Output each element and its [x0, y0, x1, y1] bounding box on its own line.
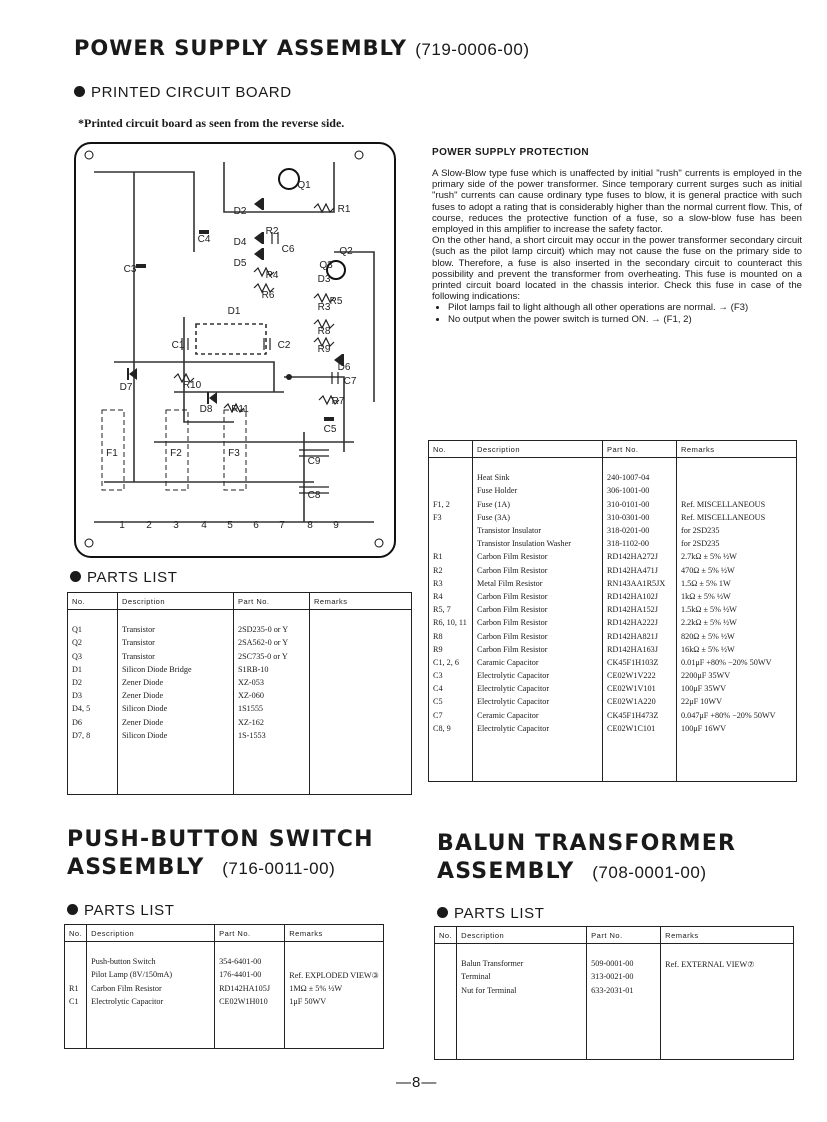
svg-text:R6: R6	[261, 290, 275, 301]
table-row: D2 Zener Diode XZ-053	[68, 676, 412, 689]
svg-text:R10: R10	[182, 380, 202, 391]
svg-text:C9: C9	[307, 456, 321, 467]
protection-item: • Pilot lamps fail to light although all other operations are normal. → (F3)	[448, 302, 802, 313]
col-header: Part No.	[234, 593, 310, 610]
psa-parts-table	[67, 592, 412, 795]
table-row: R6, 10, 11 Carbon Film Resistor RD142HA222J 2.2kΩ ± 5% ½W	[429, 616, 797, 629]
svg-text:R9: R9	[317, 344, 331, 355]
table-row: R5, 7 Carbon Film Resistor RD142HA152J 1.5kΩ ± 5% ½W	[429, 603, 797, 616]
svg-text:D8: D8	[199, 404, 213, 415]
table-row: C5 Electrolytic Capacitor CE02W1A220 22μF 10WV	[429, 695, 797, 708]
col-header: No.	[68, 593, 118, 610]
col-header: Remarks	[310, 593, 412, 610]
svg-text:F2: F2	[170, 448, 182, 459]
col-header: Part No.	[587, 927, 661, 944]
balun-parts-heading: PARTS LIST	[437, 905, 544, 922]
protection-paragraph: A Slow-Blow type fuse which is unaffected by initial "rush" currents is employed in the primary side of the power transformer. Since temporary current surges such as initial "rush" currents can cause ordinary type fuses to blow, it is general practice with such fuses to adopt a rating that is considerably higher than the normal current flow. This, of course, reduces the protective function of a fuse, so a slow-blow fuse has been employed in this amplifier to increase the safety factor.	[432, 168, 802, 236]
bullet-icon	[67, 904, 78, 915]
table-row: Balun Transformer 509-0001-00 Ref. EXTERNAL VIEW⑦	[435, 957, 794, 970]
svg-text:C2: C2	[277, 340, 291, 351]
table-row: Push-button Switch 354-6401-00	[65, 955, 384, 968]
balun-parts-table	[434, 926, 794, 1060]
table-row: D3 Zener Diode XZ-060	[68, 689, 412, 702]
table-row: F3 Fuse (3A) 310-0301-00 Ref. MISCELLANEOUS	[429, 511, 797, 524]
svg-text:4: 4	[201, 520, 207, 531]
col-header: Description	[457, 927, 587, 944]
svg-text:C3: C3	[123, 264, 137, 275]
table-row: Transistor Insulation Washer 318-1102-00 for 2SD235	[429, 537, 797, 550]
table-row: C8, 9 Electrolytic Capacitor CE02W1C101 100μF 16WV	[429, 722, 797, 735]
misc-parts-table	[428, 440, 797, 782]
table-row: R9 Carbon Film Resistor RD142HA163J 16kΩ ± 5% ½W	[429, 643, 797, 656]
table-row: R8 Carbon Film Resistor RD142HA821J 820Ω ± 5% ½W	[429, 629, 797, 642]
table-row: C3 Electrolytic Capacitor CE02W1V222 2200μF 35WV	[429, 669, 797, 682]
table-row: C7 Ceramic Capacitor CK45F1H473Z 0.047μF +80% −20% 50WV	[429, 709, 797, 722]
svg-text:2: 2	[146, 520, 152, 531]
svg-text:5: 5	[227, 520, 233, 531]
svg-text:R11: R11	[231, 404, 249, 415]
protection-body	[432, 168, 802, 325]
svg-text:C7: C7	[343, 376, 357, 387]
balun-title-line1: BALUN TRANSFORMER	[437, 831, 737, 856]
table-row: R2 Carbon Film Resistor RD142HA471J 470Ω ± 5% ½W	[429, 564, 797, 577]
table-row: D6 Zener Diode XZ-162	[68, 716, 412, 729]
table-row: D4, 5 Silicon Diode 1S1555	[68, 702, 412, 715]
svg-text:C4: C4	[197, 234, 211, 245]
col-header: Description	[87, 925, 215, 942]
svg-text:7: 7	[279, 520, 285, 531]
pcb-heading: PRINTED CIRCUIT BOARD	[74, 84, 292, 101]
table-row: Pilot Lamp (8V/150mA) 176-4401-00 Ref. EXPLODED VIEW③	[65, 968, 384, 981]
col-header: No.	[435, 927, 457, 944]
svg-text:C1: C1	[171, 340, 185, 351]
svg-text:Q3: Q3	[319, 260, 333, 271]
svg-text:F3: F3	[228, 448, 240, 459]
pushbutton-parts-heading: PARTS LIST	[67, 902, 174, 919]
svg-text:D4: D4	[233, 237, 247, 248]
svg-text:D3: D3	[317, 274, 331, 285]
table-row: C1, 2, 6 Caramic Capacitor CK45F1H103Z 0.01μF +80% −20% 50WV	[429, 656, 797, 669]
protection-paragraph: On the other hand, a short circuit may occur in the power transformer secondary circuit (such as the pilot lamp circuit) which may not cause the fuse on the primary side to blow. Therefore, a fuse is also inserted in the secondary circuit to counteract this possibility and prevent the transformer from overheating. This fuse is mounted on a printed circuit board located in the chassis interior. Check this fuse in case of the following indications:	[432, 235, 802, 303]
svg-text:D7: D7	[119, 382, 133, 393]
pcb-diagram	[74, 142, 396, 558]
col-header: Part No.	[215, 925, 285, 942]
svg-text:Q2: Q2	[339, 246, 353, 257]
svg-text:D1: D1	[227, 306, 241, 317]
col-header: Part No.	[603, 441, 677, 458]
svg-text:D2: D2	[233, 206, 247, 217]
svg-text:9: 9	[333, 520, 339, 531]
table-row: Terminal 313-0021-00	[435, 970, 794, 983]
svg-text:8: 8	[307, 520, 313, 531]
svg-text:R4: R4	[265, 270, 279, 281]
pushbutton-title-line1: PUSH-BUTTON SWITCH	[67, 827, 374, 852]
svg-text:C5: C5	[323, 424, 337, 435]
col-header: Description	[118, 593, 234, 610]
table-row: C1 Electrolytic Capacitor CE02W1H010 1μF 50WV	[65, 995, 384, 1008]
svg-text:D5: D5	[233, 258, 247, 269]
page-title	[74, 36, 530, 60]
page-number: —8—	[396, 1074, 438, 1091]
bullet-icon	[437, 907, 448, 918]
bullet-icon	[70, 571, 81, 582]
svg-text:C8: C8	[307, 490, 321, 501]
col-header: Remarks	[285, 925, 384, 942]
table-row: D1 Silicon Diode Bridge S1RB-10	[68, 663, 412, 676]
svg-text:6: 6	[253, 520, 259, 531]
table-row: Fuse Holder 306-1001-00	[429, 484, 797, 497]
balun-title-line2: ASSEMBLY	[437, 859, 575, 884]
balun-title	[437, 830, 736, 887]
protection-title: POWER SUPPLY PROTECTION	[432, 147, 590, 158]
col-header: Remarks	[677, 441, 797, 458]
table-row: Nut for Terminal 633-2031-01	[435, 984, 794, 997]
svg-text:R7: R7	[331, 396, 345, 407]
col-header: Description	[473, 441, 603, 458]
psa-code: (719-0006-00)	[415, 40, 530, 59]
protection-item: • No output when the power switch is turned ON. → (F1, 2)	[448, 314, 802, 325]
svg-text:Q1: Q1	[297, 180, 311, 191]
table-row: Q1 Transistor 2SD235-0 or Y	[68, 623, 412, 636]
table-row: Q3 Transistor 2SC735-0 or Y	[68, 650, 412, 663]
table-row: D7, 8 Silicon Diode 1S-1553	[68, 729, 412, 742]
svg-text:R8: R8	[317, 326, 331, 337]
table-row: Transistor Insulator 318-0201-00 for 2SD235	[429, 524, 797, 537]
svg-text:R2: R2	[265, 226, 279, 237]
col-header: No.	[429, 441, 473, 458]
table-row: Q2 Transistor 2SA562-0 or Y	[68, 636, 412, 649]
table-row: R1 Carbon Film Resistor RD142HA105J 1MΩ ± 5% ½W	[65, 982, 384, 995]
table-row: F1, 2 Fuse (1A) 310-0101-00 Ref. MISCELLANEOUS	[429, 498, 797, 511]
svg-text:F1: F1	[106, 448, 118, 459]
psa-title: POWER SUPPLY ASSEMBLY	[74, 36, 407, 60]
col-header: No.	[65, 925, 87, 942]
col-header: Remarks	[661, 927, 794, 944]
table-row: R3 Metal Film Resistor RN143AA1R5JX 1.5Ω ± 5% 1W	[429, 577, 797, 590]
pcb-note: *Printed circuit board as seen from the reverse side.	[78, 116, 345, 130]
pushbutton-parts-table	[64, 924, 384, 1049]
svg-text:C6: C6	[281, 244, 295, 255]
svg-text:R5: R5	[329, 296, 343, 307]
psa-parts-heading: PARTS LIST	[70, 569, 177, 586]
pushbutton-code: (716-0011-00)	[222, 859, 336, 878]
bullet-icon	[74, 86, 85, 97]
balun-code: (708-0001-00)	[592, 863, 707, 882]
svg-text:R3: R3	[317, 302, 331, 313]
table-row: R4 Carbon Film Resistor RD142HA102J 1kΩ ± 5% ½W	[429, 590, 797, 603]
svg-text:1: 1	[119, 520, 125, 531]
table-row: Heat Sink 240-1007-04	[429, 471, 797, 484]
table-row: C4 Electrolytic Capacitor CE02W1V101 100μF 35WV	[429, 682, 797, 695]
pushbutton-title-line2: ASSEMBLY	[67, 855, 205, 880]
svg-text:3: 3	[173, 520, 179, 531]
table-row: R1 Carbon Film Resistor RD142HA272J 2.7kΩ ± 5% ½W	[429, 550, 797, 563]
svg-text:R1: R1	[337, 204, 351, 215]
svg-text:D6: D6	[337, 362, 351, 373]
pushbutton-title	[67, 826, 374, 883]
